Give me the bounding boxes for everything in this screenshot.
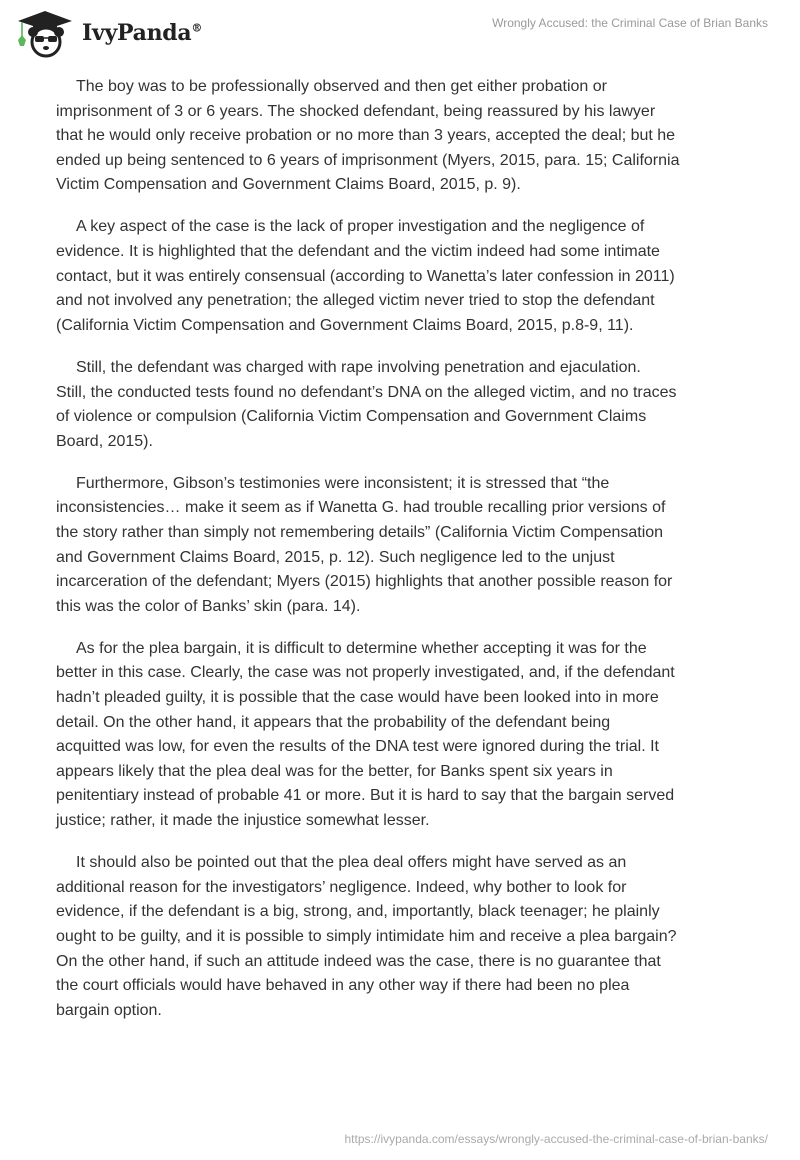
text-line: justice; rather, it made the injustice somewhat lesser. [56, 812, 430, 830]
text-line: of violence or compulsion (California Victim Compensation and Government Claims [56, 408, 647, 426]
text-line: Victim Compensation and Government Claims Board, 2015, p. 9). [56, 176, 521, 194]
text-line: inconsistencies… make it seem as if Wanetta G. had trouble recalling prior versions of [56, 499, 666, 517]
text-line: contact, but it was entirely consensual (according to Wanetta’s later confession in 2011) [56, 267, 675, 285]
text-line: penitentiary instead of probable 41 or more. But it is hard to say that the bargain served [56, 787, 675, 805]
text-line: Still, the defendant was charged with rape involving penetration and ejaculation. [76, 358, 641, 376]
text-line: A key aspect of the case is the lack of proper investigation and the negligence of [76, 218, 645, 236]
text-line: hadn’t pleaded guilty, it is possible that the case would have been looked into in more [56, 689, 659, 707]
text-line: appears likely that the plea deal was for the better, for Banks spent six years in [56, 762, 613, 780]
text-line: incarceration of the defendant; Myers (2015) highlights that another possible reason for [56, 573, 673, 591]
paragraph [56, 215, 756, 338]
text-line: that he would only receive probation or no more than 3 years, accepted the deal; but he [56, 127, 676, 145]
essay-body [56, 75, 756, 1041]
text-line: ought to be guilty, and it is possible to simply intimidate him and receive a plea bargain? [56, 927, 677, 945]
ivypanda-logo[interactable] [16, 8, 202, 58]
panda-graduate-icon [16, 8, 74, 58]
text-line: and Government Claims Board, 2015, p. 12). Such negligence led to the unjust [56, 548, 615, 566]
source-url[interactable]: https://ivypanda.com/essays/wrongly-accused-the-criminal-case-of-brian-banks/ [344, 1132, 768, 1146]
logo-text: IvyPanda [82, 20, 192, 46]
text-line: (California Victim Compensation and Government Claims Board, 2015, p.8-9, 11). [56, 316, 634, 334]
text-line: acquitted was low, for even the results of the DNA test were ignored during the trial. It [56, 738, 659, 756]
text-line: better in this case. Clearly, the case was not properly investigated, and, if the defendant [56, 664, 675, 682]
paragraph [56, 851, 756, 1023]
text-line: detail. On the other hand, it appears that the probability of the defendant being [56, 713, 611, 731]
text-line: evidence. It is highlighted that the defendant and the victim indeed had some intimate [56, 243, 660, 261]
text-line: Furthermore, Gibson’s testimonies were inconsistent; it is stressed that “the [76, 474, 610, 492]
paragraph [56, 356, 756, 454]
text-line: the court officials would have behaved in any other way if there had been no plea [56, 977, 630, 995]
paragraph [56, 472, 756, 620]
paragraph [56, 637, 756, 834]
text-line: As for the plea bargain, it is difficult to determine whether accepting it was for the [76, 639, 647, 657]
registered-mark: ® [191, 21, 203, 35]
text-line: It should also be pointed out that the plea deal offers might have served as an [76, 854, 627, 872]
text-line: bargain option. [56, 1001, 162, 1019]
text-line: the story rather than simply not remembering details” (California Victim Compensation [56, 524, 664, 541]
text-line: ended up being sentenced to 6 years of imprisonment (Myers, 2015, para. 15; California [56, 151, 680, 169]
text-line: this was the color of Banks’ skin (para. 14). [56, 597, 361, 615]
text-line: evidence, if the defendant is a big, strong, and, importantly, black teenager; he plainly [56, 903, 660, 921]
text-line: additional reason for the investigators’ negligence. Indeed, why bother to look for [56, 878, 627, 896]
text-line: Still, the conducted tests found no defendant’s DNA on the alleged victim, and no traces [56, 383, 677, 401]
text-line: imprisonment of 3 or 6 years. The shocked defendant, being reassured by his lawyer [56, 102, 656, 120]
text-line: and not involved any penetration; the alleged victim never tried to stop the defendant [56, 292, 655, 310]
text-line: On the other hand, if such an attitude indeed was the case, there is no guarantee that [56, 952, 661, 970]
document-title: Wrongly Accused: the Criminal Case of Brian Banks [492, 16, 768, 30]
paragraph [56, 75, 756, 198]
text-line: Board, 2015). [56, 432, 153, 450]
text-line: The boy was to be professionally observed and then get either probation or [76, 78, 607, 95]
